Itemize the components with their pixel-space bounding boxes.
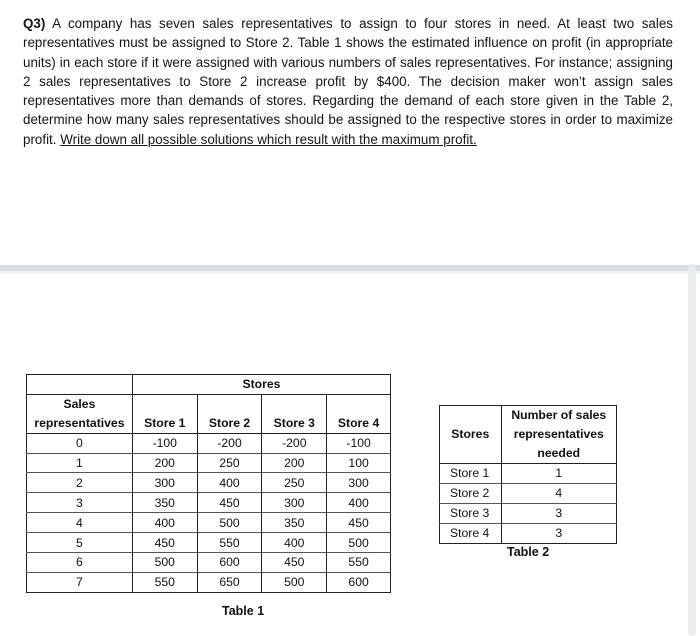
table-row (27, 572, 391, 592)
reps-cell: 6 (27, 553, 133, 573)
table1-col-store2: Store 2 (197, 414, 262, 433)
reps-cell: 0 (27, 433, 133, 453)
value-cell: 450 (197, 493, 262, 513)
store-cell: Store 4 (440, 524, 502, 544)
demand-table (439, 405, 617, 544)
table-row (440, 484, 617, 504)
value-cell: 400 (197, 473, 262, 493)
table-row (27, 533, 391, 553)
table-row (27, 433, 391, 453)
value-cell: 650 (197, 572, 262, 592)
value-cell: 500 (327, 533, 391, 553)
table1-caption: Table 1 (222, 604, 265, 618)
table2-needed-header-line1: Number of sales (501, 406, 616, 426)
reps-cell: 1 (27, 453, 133, 473)
value-cell: 400 (132, 513, 197, 533)
table-row (27, 493, 391, 513)
table-row (440, 464, 617, 484)
reps-cell: 3 (27, 493, 133, 513)
table2-needed-header-line3: needed (501, 444, 616, 464)
table1-row-header-line2: representatives (27, 414, 133, 433)
value-cell: 450 (327, 513, 391, 533)
value-cell: 250 (262, 473, 327, 493)
store-cell: Store 1 (450, 466, 490, 480)
value-cell: -200 (197, 433, 262, 453)
page-divider-shadow (0, 271, 700, 274)
needed-cell: 4 (501, 484, 616, 504)
question-body: A company has seven sales representatives to assign to four stores in need. At least two sales representatives must be assigned to Store 2. Table 1 shows the estimated influence on profit (in appropriate units) in each store if it were assigned with various numbers of sales representatives. For instance; assigning 2 sales representatives to Store 2 increase profit by $400. The decision maker won’t assign sales representatives more than demands of stores. Regarding the demand of each store given in the Table 2, determine how many sales representatives should be assigned to the respective stores in order to maximize profit. (23, 16, 673, 147)
needed-cell: 3 (501, 504, 616, 524)
value-cell: 100 (327, 453, 391, 473)
value-cell: 450 (262, 553, 327, 573)
table-row (27, 473, 391, 493)
store-cell: Store 3 (440, 504, 502, 524)
table-row (440, 504, 617, 524)
table1-corner-cell (27, 375, 133, 395)
value-cell: 500 (197, 513, 262, 533)
needed-cell: 3 (501, 524, 616, 544)
reps-cell: 2 (27, 473, 133, 493)
value-cell: -200 (262, 433, 327, 453)
value-cell: 450 (132, 533, 197, 553)
value-cell: 500 (132, 553, 197, 573)
value-cell: 200 (132, 453, 197, 473)
value-cell: 550 (132, 572, 197, 592)
value-cell: -100 (132, 433, 197, 453)
value-cell: 550 (327, 553, 391, 573)
profit-table (26, 374, 391, 593)
value-cell: 400 (262, 533, 327, 553)
value-cell: 500 (262, 572, 327, 592)
reps-cell: 5 (27, 533, 133, 553)
table2-caption: Table 2 (507, 545, 550, 559)
reps-cell: 7 (27, 572, 133, 592)
table2-stores-header: Stores (440, 406, 502, 464)
store-cell: Store 2 (440, 484, 502, 504)
needed-cell: 1 (501, 464, 616, 484)
table1-col-store4: Store 4 (327, 414, 391, 433)
table-row (440, 524, 617, 544)
value-cell: 600 (327, 572, 391, 592)
value-cell: 350 (132, 493, 197, 513)
table-row (27, 513, 391, 533)
value-cell: 400 (327, 493, 391, 513)
scrollbar[interactable] (688, 264, 696, 636)
table2-needed-header-line2: representatives (501, 425, 616, 444)
question-number: Q3) (23, 16, 46, 31)
value-cell: 550 (197, 533, 262, 553)
table1-group-header: Stores (132, 375, 390, 395)
value-cell: 300 (327, 473, 391, 493)
value-cell: 250 (197, 453, 262, 473)
value-cell: 350 (262, 513, 327, 533)
table1-row-header-line1: Sales (27, 394, 133, 413)
table-row (27, 553, 391, 573)
value-cell: 200 (262, 453, 327, 473)
question-text (23, 14, 673, 149)
value-cell: -100 (346, 436, 371, 451)
value-cell: 300 (132, 473, 197, 493)
table1-col-store1: Store 1 (132, 414, 197, 433)
reps-cell: 4 (27, 513, 133, 533)
question-instruction: Write down all possible solutions which result with the maximum profit. (60, 131, 477, 147)
table1-col-store3: Store 3 (262, 414, 327, 433)
value-cell: 300 (262, 493, 327, 513)
value-cell: 600 (197, 553, 262, 573)
table-row (27, 453, 391, 473)
